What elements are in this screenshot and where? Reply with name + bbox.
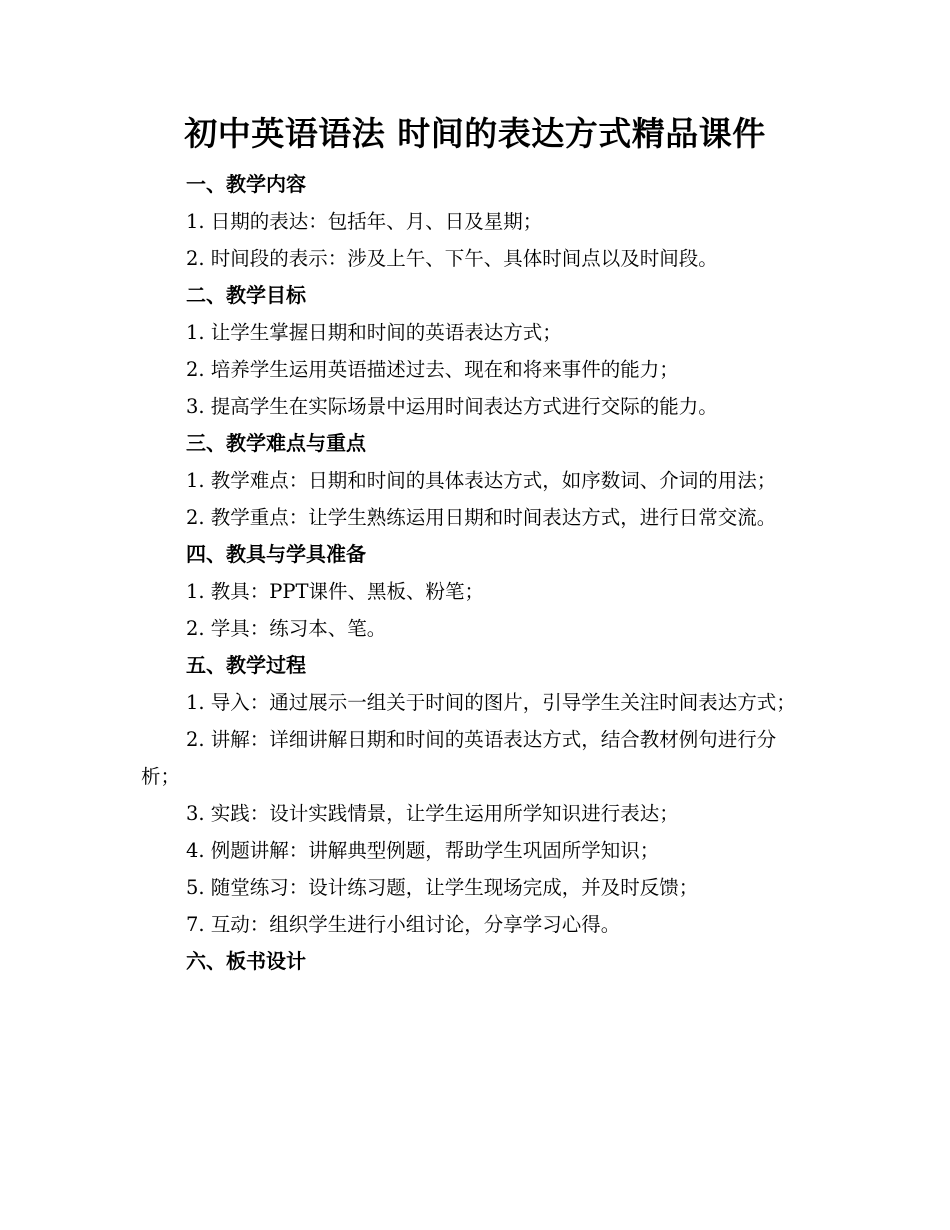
list-item: 4. 例题讲解：讲解典型例题，帮助学生巩固所学知识； [186,839,660,862]
list-item: 1. 教学难点：日期和时间的具体表达方式，如序数词、介词的用法； [186,469,777,492]
section-heading: 六、板书设计 [186,949,306,973]
document-body [141,166,805,980]
list-item: 3. 提高学生在实际场景中运用时间表达方式进行交际的能力。 [186,395,718,418]
list-item: 2. 时间段的表示：涉及上午、下午、具体时间点以及时间段。 [186,247,718,270]
section-heading: 三、教学难点与重点 [186,431,366,455]
list-item: 1. 导入：通过展示一组关于时间的图片，引导学生关注时间表达方式； [186,691,796,714]
section-heading: 五、教学过程 [186,653,306,677]
document-title: 初中英语语法 时间的表达方式精品课件 [184,114,766,153]
list-item: 5. 随堂练习：设计练习题，让学生现场完成，并及时反馈； [186,876,699,899]
list-item: 7. 互动：组织学生进行小组讨论，分享学习心得。 [186,913,621,936]
list-item: 2. 培养学生运用英语描述过去、现在和将来事件的能力； [186,358,679,381]
list-item: 2. 学具：练习本、笔。 [186,617,387,640]
list-item: 3. 实践：设计实践情景，让学生运用所学知识进行表达； [186,802,679,825]
section-heading: 一、教学内容 [186,172,306,196]
list-item: 2. 教学重点：让学生熟练运用日期和时间表达方式，进行日常交流。 [186,506,777,529]
list-item: 1. 教具：PPT课件、黑板、粉笔； [186,580,485,603]
section-heading: 二、教学目标 [186,283,306,307]
list-item: 1. 日期的表达：包括年、月、日及星期； [186,210,543,233]
list-item: 1. 让学生掌握日期和时间的英语表达方式； [186,321,562,344]
section-heading: 四、教具与学具准备 [186,542,366,566]
list-item: 2. 讲解：详细讲解日期和时间的英语表达方式，结合教材例句进行分析； [141,728,777,788]
